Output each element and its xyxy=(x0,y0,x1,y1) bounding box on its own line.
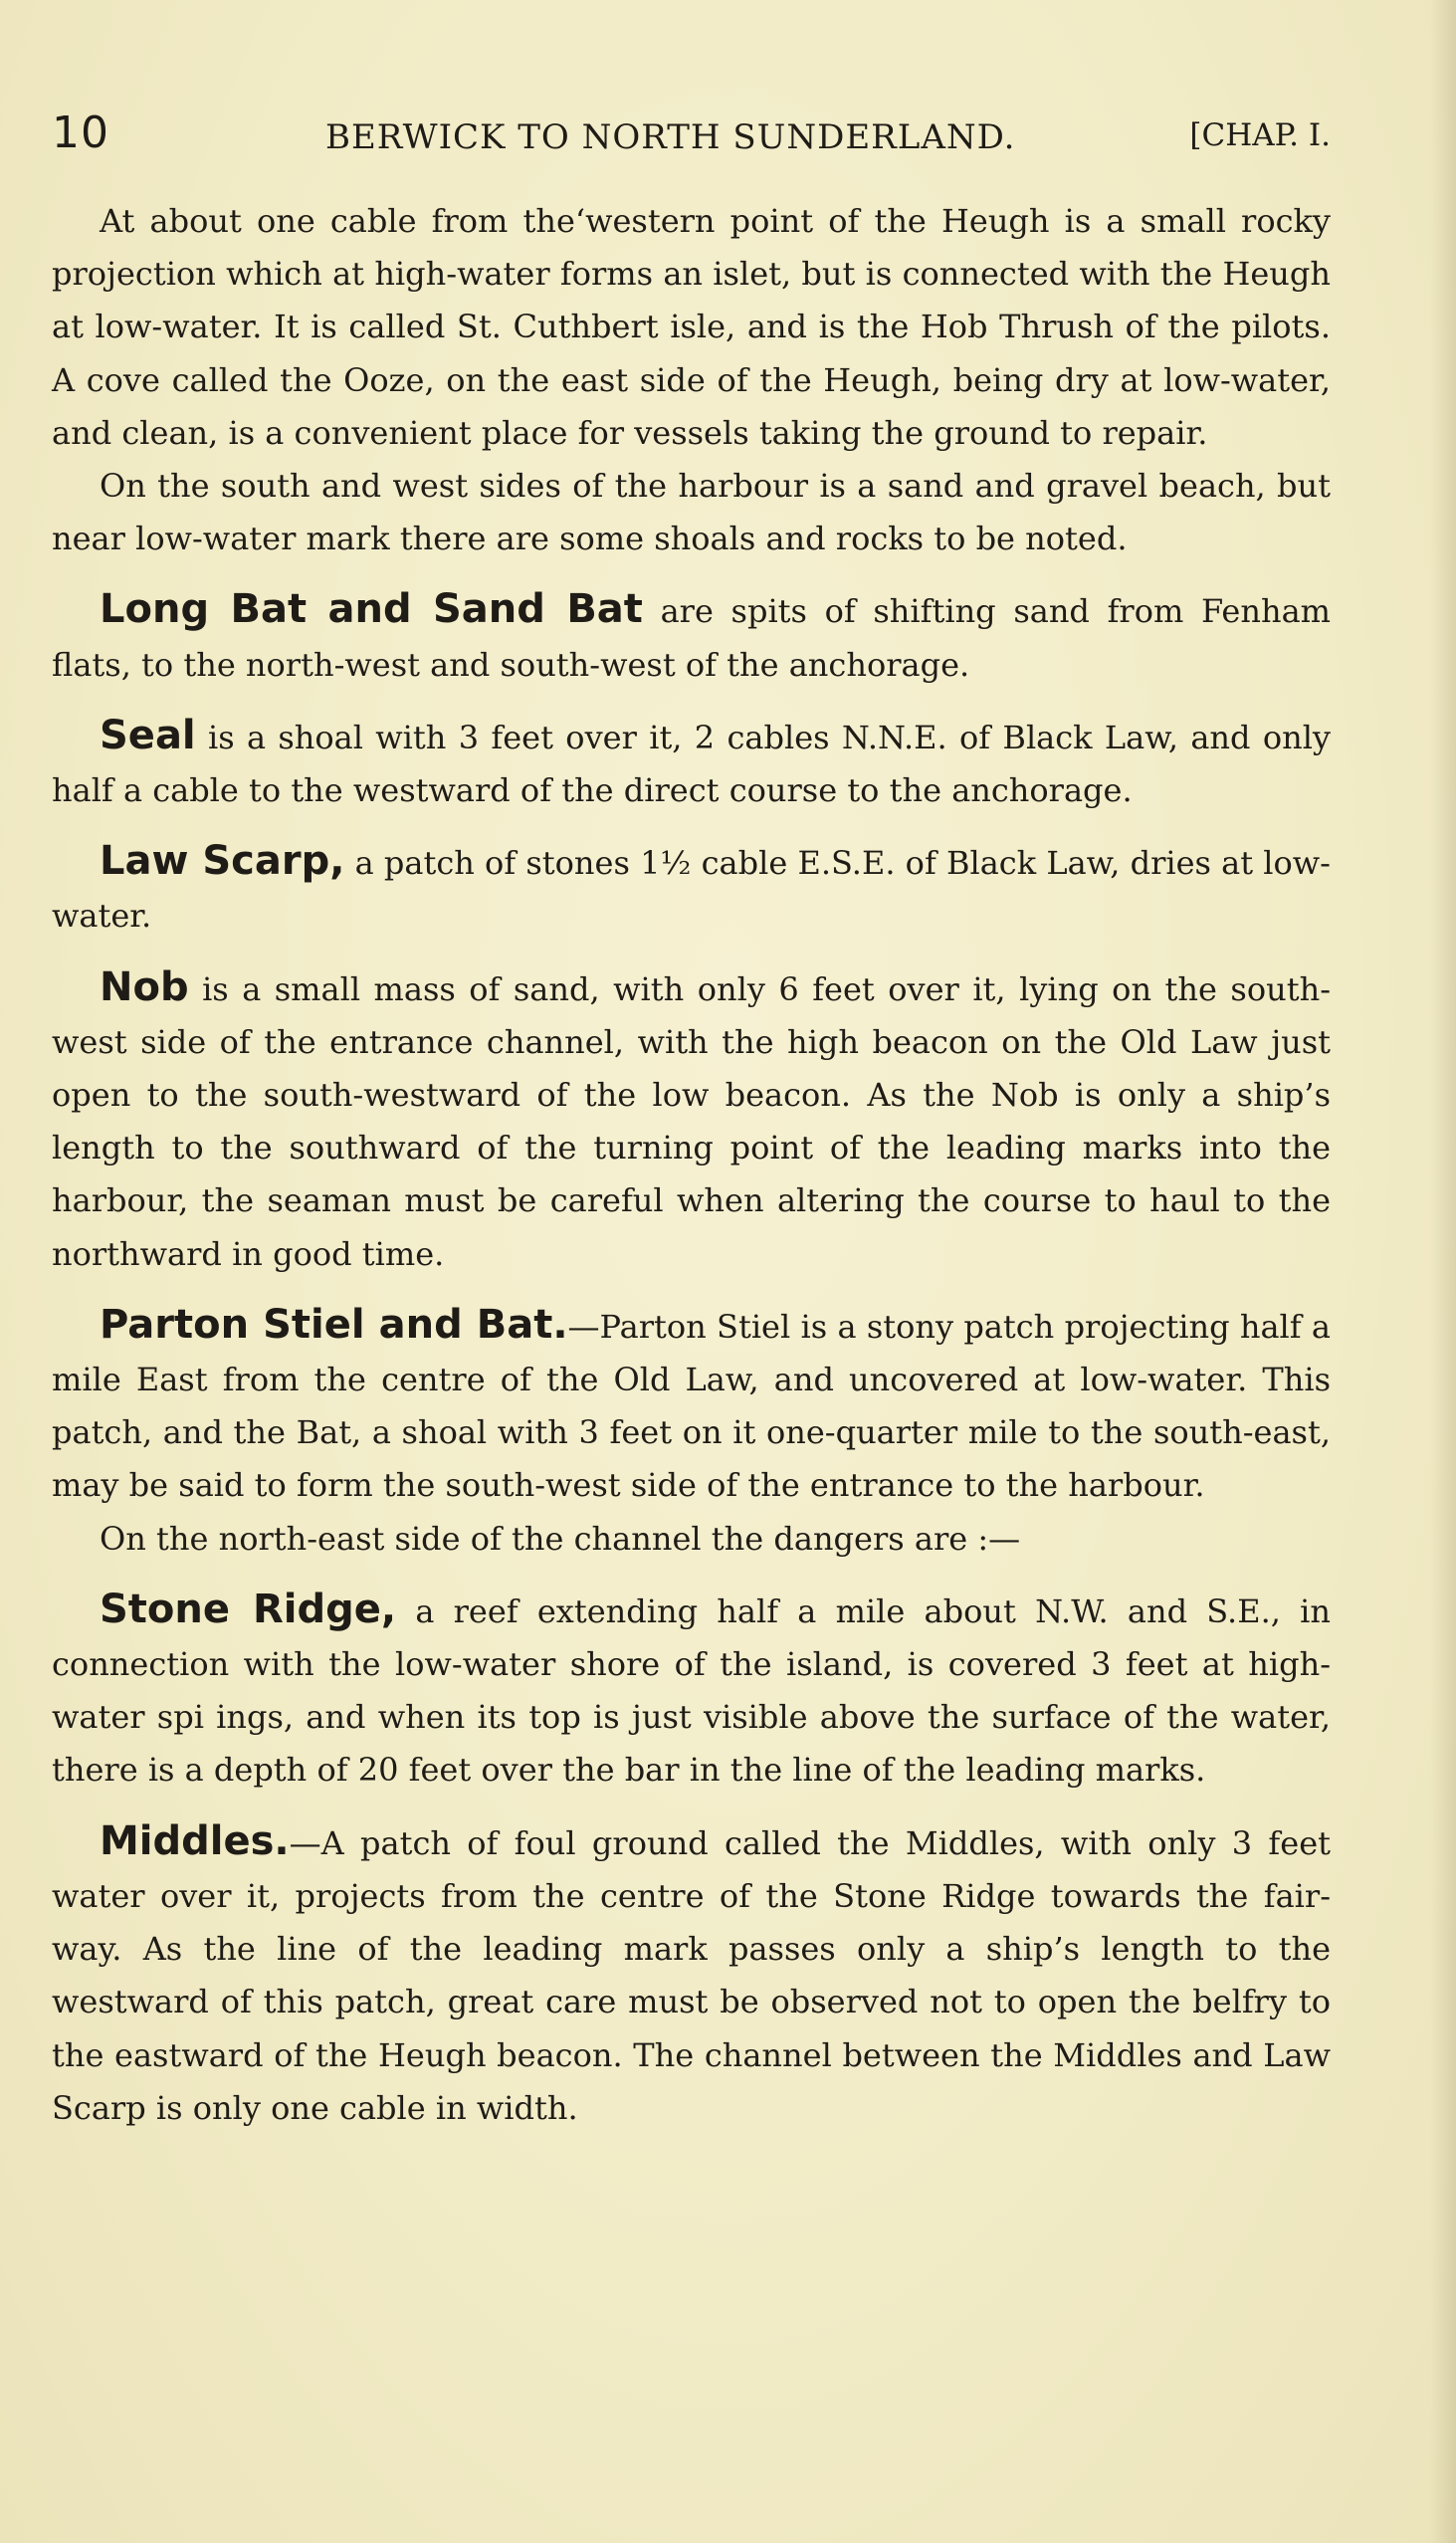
entry-term: Stone Ridge, xyxy=(100,1586,397,1632)
entry-term: Long Bat and Sand Bat xyxy=(100,586,643,633)
page-edge-shadow xyxy=(1430,0,1456,2543)
entry-text: is a shoal with 3 feet over it, 2 cables N.N.E. of Black Law, and only half a cable to the westward of the direct course to the anchorage. xyxy=(52,718,1331,810)
entry-text: a patch of stones 1½ cable E.S.E. of Black Law, dries at low-water. xyxy=(52,844,1331,936)
entry-term: Seal xyxy=(100,712,196,758)
entry-parton-stiel xyxy=(52,1299,1331,1513)
entry-text: are spits of shifting sand from Fenham flats, to the north-west and south-west of the anchorage. xyxy=(52,592,1332,684)
entry-text: —Parton Stiel is a stony patch projecting half a mile East from the centre of the Old Law, and uncovered at low-water. This patch, and the Bat, a shoal with 3 feet on it one-quarter mile to the south-east, may be said to form the south-west side of the entrance to the harbour. xyxy=(52,1307,1332,1505)
entry-nob xyxy=(52,961,1331,1281)
body-text xyxy=(52,195,1331,2135)
entry-term: Middles. xyxy=(100,1817,290,1864)
entry-text: a reef extending half a mile about N.W. and S.E., in connection with the low-water shore of the island, is covered 3 feet at high-water spi ings, and when its top is just visible above the surface of the water, there is a depth of 20 feet over the bar in the line of the leading marks. xyxy=(52,1591,1331,1790)
entry-text: is a small mass of sand, with only 6 feet over it, lying on the south-west side of the entrance channel, with the high beacon on the Old Law just open to the south-westward of the low beacon. As the Nob is only a ship’s length to the southward of the turning point of the leading marks into the harbour, the seaman must be careful when altering the course to haul to the northward in good time. xyxy=(52,969,1331,1273)
paragraph: On the south and west sides of the harbour is a sand and gravel beach, but near low-water mark there are some shoals and rocks to be noted. xyxy=(52,467,1331,558)
page-number: 10 xyxy=(52,107,109,158)
entry-text: —A patch of foul ground called the Middles, with only 3 feet water over it, projects from the centre of the Stone Ridge towards the fair-way. As the line of the leading mark passes only a ship’s length to the westward of this patch, great care must be observed not to open the belfry to the eastward of the Heugh beacon. The channel between the Middles and Law Scarp is only one cable in width. xyxy=(52,1823,1331,2127)
running-title: BERWICK TO NORTH SUNDERLAND. xyxy=(325,117,1016,157)
entry-term: Parton Stiel and Bat. xyxy=(100,1301,568,1348)
entry-stone-ridge xyxy=(52,1584,1331,1798)
entry-term: Nob xyxy=(100,963,189,1010)
entry-law-scarp xyxy=(52,835,1331,943)
entry-long-bat xyxy=(52,583,1331,691)
entry-middles xyxy=(52,1815,1331,2135)
transition-paragraph: On the north-east side of the channel the dangers are :— xyxy=(100,1519,1021,1558)
paragraph: At about one cable from theʻwestern point of the Heugh is a small rocky projection which at high-water forms an islet, but is connected with the Heugh at low-water. It is called St. Cuthbert isle, and is the Hob Thrush of the pilots. A cove called the Ooze, on the east side of the Heugh, being dry at low-water, and clean, is a convenient place for vessels taking the ground to repair. xyxy=(52,202,1331,452)
entry-term: Law Scarp, xyxy=(100,838,345,885)
chapter-label: [CHAP. I. xyxy=(1189,117,1331,153)
entry-seal xyxy=(52,710,1331,817)
page-header xyxy=(52,107,1331,167)
